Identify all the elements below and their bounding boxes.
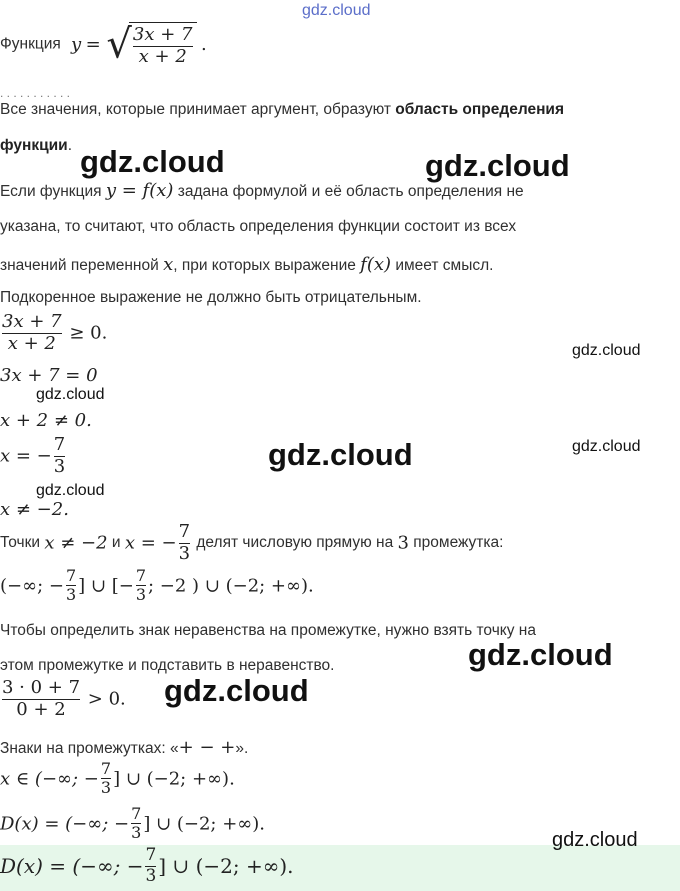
signs-values: + − + [178,737,236,758]
watermark-4: gdz.cloud [468,637,613,672]
sign-text-1: Чтобы определить знак неравенства на промежутке, нужно взять точку на [0,622,536,639]
definition-line-2 [0,137,72,155]
signs-post: ». [235,740,249,757]
inequality [0,312,107,354]
intervals-frac-2 [136,567,146,605]
definition-bold: область определения [395,101,565,118]
x-in-fraction [101,760,111,798]
sqrt-icon: √ [106,21,132,68]
sign-text-2: этом промежутке и подставить в неравенство. [0,657,335,674]
signs-pre: Знаки на промежутках: « [0,740,179,757]
points-and: и [107,534,125,552]
fn-denominator: x + 2 [133,46,193,68]
if-function-line-1 [0,180,524,201]
intervals-den: 3 [65,585,77,605]
x-in-a: x ∈ (−∞; − [0,768,99,790]
ineq-num: 3x + 7 [2,311,62,332]
dom2-fraction [145,846,156,886]
fn-fraction [133,25,193,67]
hidden-line-remnant: . . . . . . . . . . . [0,86,71,100]
equals-sign: = [85,34,107,56]
watermark-top: gdz.cloud [302,2,371,19]
points-post: делят числовую прямую на [192,534,398,552]
x-in-num: 7 [100,759,112,778]
line3-b: , при которых выражение [173,257,361,274]
dom2-den: 3 [145,865,157,886]
root-num: 7 [53,434,66,455]
dom2-a: D(x) = (−∞; − [0,854,144,879]
signs-line [0,737,248,758]
intervals-num-2: 7 [135,566,146,585]
intervals-c: ; −2 ) ∪ (−2; +∞). [148,575,314,597]
watermark-1: gdz.cloud [80,144,225,179]
x-in-den: 3 [100,778,112,798]
dom1-b: ] ∪ (−2; +∞). [143,813,266,835]
points-pre: Точки [0,534,45,552]
dom1-a: D(x) = (−∞; − [0,813,130,835]
watermark-2: gdz.cloud [425,148,570,183]
if-fn-post: задана формулой и её область определения не [173,183,524,200]
domain-answer [0,846,294,886]
intervals-num: 7 [65,566,77,585]
watermark-small-3: gdz.cloud [572,438,641,455]
sqrt-expression [106,22,196,67]
definition-end: . [67,137,72,154]
points-n: 3 [397,532,409,554]
dom1-fraction [131,805,141,843]
fn-numerator: 3x + 7 [132,24,193,45]
if-function-line-2: указана, то считают, что область определения функции состоит из всех [0,218,517,235]
check-num: 3 · 0 + 7 [2,677,81,698]
points-b: x = − [124,532,177,554]
points-end: промежутка: [408,534,504,552]
watermark-3: gdz.cloud [268,437,413,472]
domain-line-1 [0,805,265,843]
root-den: 3 [53,455,66,477]
if-function-line-3 [0,254,493,275]
if-fn-pre: Если функция [0,183,106,200]
equation-1: 3x + 7 = 0 [0,365,98,386]
radicand-text: Подкоренное выражение не должно быть отрицательным. [0,289,422,306]
watermark-small-4: gdz.cloud [36,482,105,499]
var-x: x [163,254,174,275]
y-eq-fx: y = f(x) [105,180,174,201]
points-den: 3 [178,542,191,564]
root-fraction [54,435,65,477]
var-y: y [65,34,82,56]
points-a: x ≠ −2 [44,532,108,554]
intervals-a: (−∞; − [0,575,64,597]
check-fraction [2,678,80,720]
watermark-small-1: gdz.cloud [572,342,641,359]
points-num: 7 [178,521,191,542]
root-line [0,435,67,477]
dom2-num: 7 [145,845,157,865]
x-in-line [0,760,235,798]
check-den: 0 + 2 [2,699,80,721]
ineq-rel: ≥ 0. [69,322,108,344]
root-lhs: x = − [0,445,52,467]
check-rel: > 0. [87,688,126,710]
dom2-b: ] ∪ (−2; +∞). [158,854,294,879]
function-line: Функция y = √ $\frac{3x + 7}{x + 2}$ . [0,21,207,68]
watermark-5: gdz.cloud [164,673,309,708]
line3-a: значений переменной [0,257,164,274]
intervals-frac-1 [66,567,76,605]
ineq-den: x + 2 [2,333,62,355]
line3-c: имеет смысл. [391,257,494,274]
definition-bold-2: функции [0,137,68,154]
excluded-point: x ≠ −2. [0,499,69,520]
fx: f(x) [360,254,392,275]
x-in-b: ] ∪ (−2; +∞). [113,768,235,790]
check-line [0,678,126,720]
intervals-den-2: 3 [135,585,146,605]
dom1-num: 7 [131,804,142,823]
dom1-den: 3 [131,823,142,843]
points-fraction [179,522,190,564]
ineq-fraction [2,312,62,354]
function-label: Функция [0,35,61,53]
intervals-line [0,567,314,605]
definition-text: Все значения, которые принимает аргумент, образуют [0,101,396,118]
not-equal-1: x + 2 ≠ 0. [0,410,92,431]
sqrt-radicand [129,22,197,67]
intervals-b: ] ∪ [− [78,575,134,597]
points-line [0,522,503,564]
watermark-small-5: gdz.cloud [552,829,638,851]
watermark-small-2: gdz.cloud [36,386,105,403]
definition-line-1 [0,101,564,119]
